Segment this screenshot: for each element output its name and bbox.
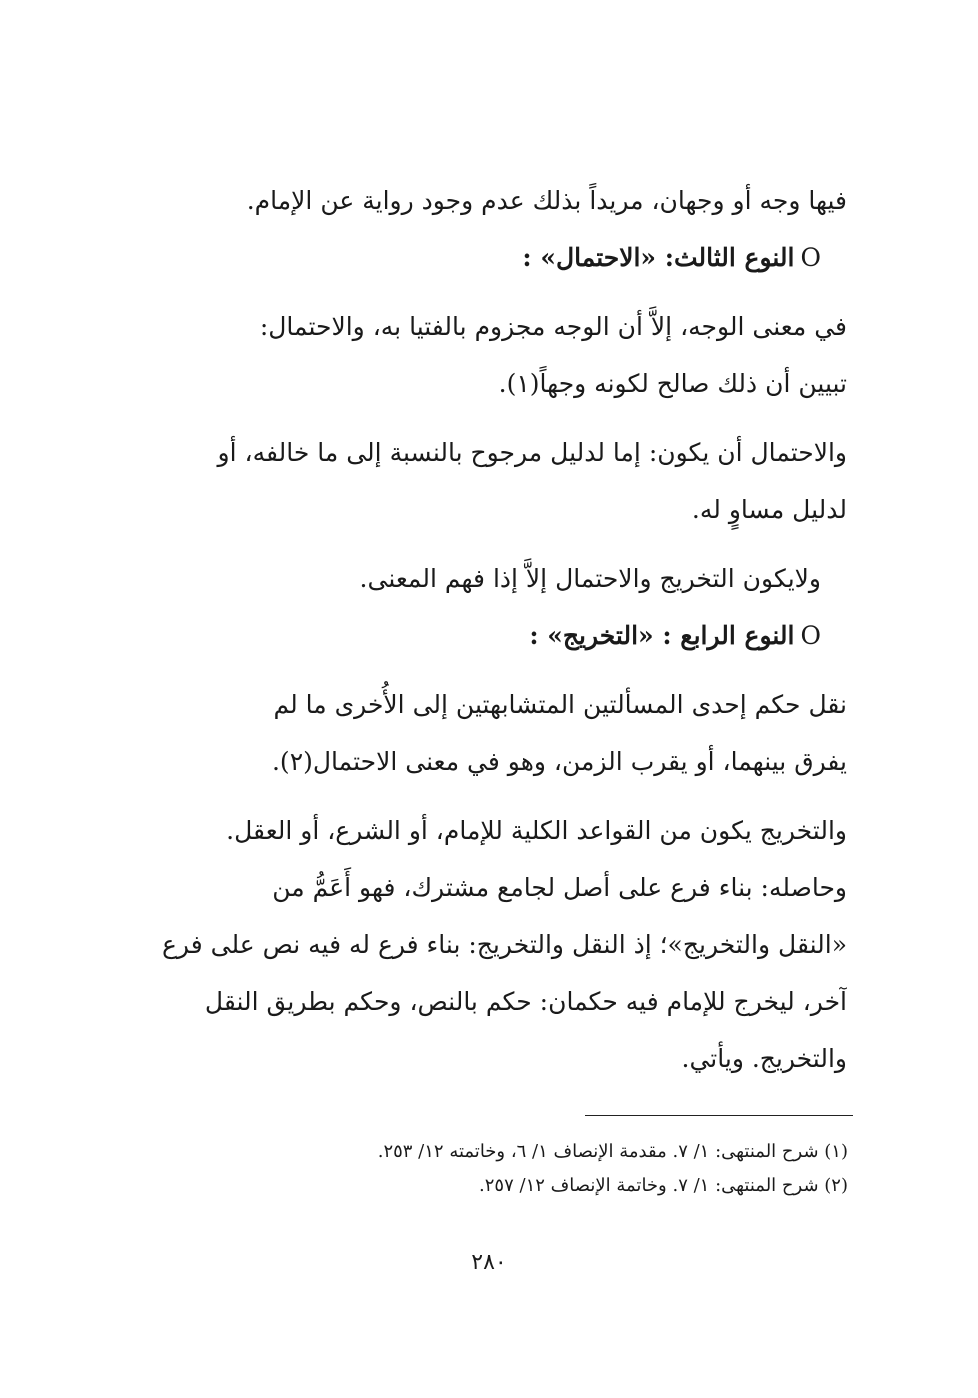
footnote-separator: [585, 1115, 853, 1116]
text-line: والتخريج يكون من القواعد الكلية للإمام، أو الشرع، أو العقل.: [226, 816, 847, 845]
circle-bullet-icon: O: [800, 243, 821, 272]
text-line: تبيين أن ذلك صالح لكونه وجهاً(١).: [498, 369, 847, 398]
section-heading-fourth-type: [135, 607, 847, 664]
text-line: في معنى الوجه، إلاَّ أن الوجه مجزوم بالفتيا به، والاحتمال:: [259, 312, 847, 341]
heading-text: النوع الثالث: «الاحتمال» :: [522, 243, 795, 272]
paragraph-takhrij-sources: [135, 802, 847, 859]
heading-text: النوع الرابع : «التخريج» :: [529, 621, 795, 650]
paragraph-continuation: [135, 172, 847, 229]
page-number: ٢٨٠: [471, 1250, 507, 1275]
footnote-1: (١) شرح المنتهى: ١/ ٧. مقدمة الإنصاف ١/ ٦، وخاتمته ١٢/ ٢٥٣.: [377, 1141, 848, 1162]
main-text: [135, 172, 847, 1087]
paragraph-definition-takhrij: [135, 676, 847, 790]
footnote-2: (٢) شرح المنتهى: ١/ ٧. وخاتمة الإنصاف ١٢/ ٢٥٧.: [479, 1175, 848, 1196]
circle-bullet-icon: O: [800, 621, 821, 650]
text-line: والاحتمال أن يكون: إما لدليل مرجوح بالنسبة إلى ما خالفه، أو: [217, 438, 847, 467]
text-line: يفرق بينهما، أو يقرب الزمن، وهو في معنى الاحتمال(٢).: [271, 747, 847, 776]
paragraph-condition: [135, 550, 847, 607]
text-line: فيها وجه أو وجهان، مريداً بذلك عدم وجود رواية عن الإمام.: [246, 186, 847, 215]
section-heading-third-type: [135, 229, 847, 286]
text-line: لدليل مساوٍ له.: [691, 495, 847, 524]
footnotes: [300, 1135, 848, 1203]
text-line: نقل حكم إحدى المسألتين المتشابهتين إلى الأُخرى ما لم: [273, 690, 847, 719]
paragraph-summary: [135, 859, 847, 1087]
text-line: والتخريج. ويأتي.: [681, 1044, 847, 1073]
paragraph-definition-ihtimal: [135, 298, 847, 412]
text-line: وحاصله: بناء فرع على أصل لجامع مشترك، فهو أَعَمُّ من: [272, 873, 847, 902]
text-line: آخر، ليخرج للإمام فيه حكمان: حكم بالنص، وحكم بطريق النقل: [204, 987, 847, 1016]
text-line: ولايكون التخريج والاحتمال إلاَّ إذا فهم المعنى.: [359, 564, 821, 593]
paragraph-ihtimal-types: [135, 424, 847, 538]
text-line: «النقل والتخريج»؛ إذ النقل والتخريج: بناء فرع له فيه نص على فرع: [162, 930, 847, 959]
